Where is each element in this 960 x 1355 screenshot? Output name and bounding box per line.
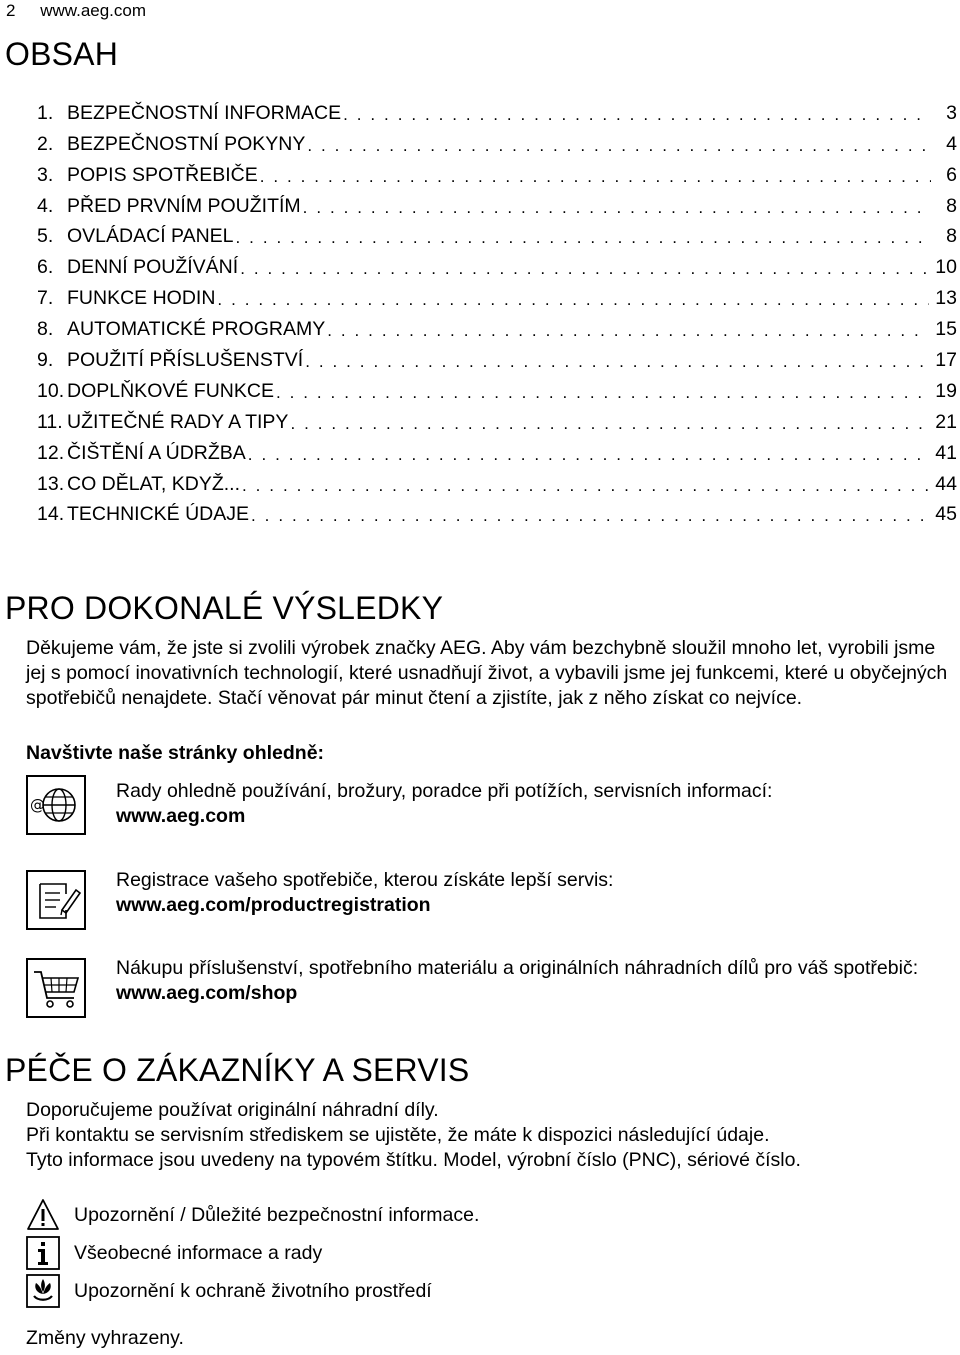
toc-item[interactable] xyxy=(37,465,957,496)
globe-at-icon xyxy=(26,775,86,835)
link-support xyxy=(116,779,772,829)
toc-leader-dots xyxy=(240,259,929,279)
toc-item-page: 4 xyxy=(946,132,957,155)
toc-item-title: DOPLŇKOVÉ FUNKCE xyxy=(67,379,274,402)
note-environment xyxy=(26,1274,432,1308)
toc-item-title: UŽITEČNÉ RADY A TIPY xyxy=(67,410,289,433)
toc-item-number: 4. xyxy=(37,194,54,217)
toc-item-number: 6. xyxy=(37,256,54,279)
toc-leader-dots xyxy=(327,321,929,341)
info-icon xyxy=(26,1236,60,1270)
toc-item-page: 44 xyxy=(935,472,957,495)
toc-item-page: 45 xyxy=(935,503,957,526)
service-line: Doporučujeme používat originální náhradní díly. xyxy=(26,1099,439,1121)
warning-triangle-icon xyxy=(26,1198,60,1232)
toc-item-number: 11. xyxy=(37,410,63,433)
toc-item-number: 13. xyxy=(37,472,65,495)
toc-item[interactable] xyxy=(37,156,957,187)
toc-heading: OBSAH xyxy=(5,36,119,72)
shopping-cart-icon xyxy=(26,958,86,1018)
toc-leader-dots xyxy=(217,290,929,310)
toc-item-title: DENNÍ POUŽÍVÁNÍ xyxy=(67,256,239,279)
toc-item-page: 41 xyxy=(935,441,957,464)
toc-item[interactable] xyxy=(37,248,957,279)
header-website: www.aeg.com xyxy=(40,1,147,20)
toc-item-title: FUNKCE HODIN xyxy=(67,287,216,310)
service-line: Tyto informace jsou uvedeny na typovém štítku. Model, výrobní číslo (PNC), sériové číslo. xyxy=(26,1149,801,1171)
toc-leader-dots xyxy=(236,228,931,248)
toc-item-number: 10. xyxy=(37,379,65,402)
toc-item-page: 15 xyxy=(935,318,957,341)
toc-leader-dots xyxy=(307,136,931,156)
link-shop-text: Nákupu příslušenství, spotřebního materiálu a originálních náhradních dílů pro váš spotřebič: xyxy=(116,957,919,979)
page-header xyxy=(6,0,146,22)
toc-item[interactable] xyxy=(37,341,957,372)
footer-text: Změny vyhrazeny. xyxy=(26,1327,184,1349)
toc-leader-dots xyxy=(343,105,931,125)
toc-item[interactable] xyxy=(37,403,957,434)
toc-leader-dots xyxy=(260,167,931,187)
toc-item-page: 10 xyxy=(935,256,957,279)
toc-leader-dots xyxy=(276,383,929,403)
toc-leader-dots xyxy=(290,414,929,434)
toc-item-page: 8 xyxy=(946,225,957,248)
toc-item[interactable] xyxy=(37,187,957,218)
toc-item[interactable] xyxy=(37,94,957,125)
link-shop xyxy=(116,956,936,1006)
toc-leader-dots xyxy=(242,476,929,496)
service-line: Při kontaktu se servisním střediskem se ujistěte, že máte k dispozici následující údaje. xyxy=(26,1124,770,1146)
toc-leader-dots xyxy=(305,352,929,372)
toc-leader-dots xyxy=(251,506,929,526)
toc-item-page: 19 xyxy=(935,379,957,402)
toc-item-number: 2. xyxy=(37,132,54,155)
toc-leader-dots xyxy=(303,198,931,218)
toc-item[interactable] xyxy=(37,496,957,527)
results-body: Děkujeme vám, že jste si zvolili výrobek značky AEG. Aby vám bezchybně sloužil mnoho let, vyrobili jsme jej s pomocí inovativních technologií, které usnadňují život, a vybavili jsme jej funkcemi, které u obyčejných spotřebičů nenajdete. Stačí věnovat pár minut čtení a zjistíte, jak z něho získat co nejvíce. xyxy=(26,637,948,709)
visit-label: Navštivte naše stránky ohledně: xyxy=(26,742,325,764)
toc-item-title: POPIS SPOTŘEBIČE xyxy=(67,163,258,186)
service-heading: PÉČE O ZÁKAZNÍKY A SERVIS xyxy=(5,1052,470,1088)
toc-item-title: BEZPEČNOSTNÍ POKYNY xyxy=(67,132,306,155)
toc-item-page: 13 xyxy=(935,287,957,310)
toc-item-page: 6 xyxy=(946,163,957,186)
note-warning xyxy=(26,1198,479,1232)
results-heading: PRO DOKONALÉ VÝSLEDKY xyxy=(5,590,444,626)
toc-item-page: 8 xyxy=(946,194,957,217)
toc-item-title: CO DĚLAT, KDYŽ... xyxy=(67,472,241,495)
toc-item-number: 8. xyxy=(37,318,54,341)
toc-item[interactable] xyxy=(37,218,957,249)
toc-item-number: 9. xyxy=(37,349,54,372)
page-number: 2 xyxy=(6,1,16,20)
toc-item-number: 5. xyxy=(37,225,54,248)
note-environment-text: Upozornění k ochraně životního prostředí xyxy=(74,1279,432,1302)
toc-item-title: ČIŠTĚNÍ A ÚDRŽBA xyxy=(67,441,246,464)
toc-item-number: 3. xyxy=(37,163,54,186)
link-shop-url[interactable]: www.aeg.com/shop xyxy=(116,982,298,1004)
link-support-url[interactable]: www.aeg.com xyxy=(116,805,246,827)
link-support-text: Rady ohledně používání, brožury, poradce při potížích, servisních informací: xyxy=(116,780,773,802)
link-registration-url[interactable]: www.aeg.com/productregistration xyxy=(116,894,431,916)
toc-item-title: POUŽITÍ PŘÍSLUŠENSTVÍ xyxy=(67,349,304,372)
toc-item-number: 1. xyxy=(37,101,54,124)
note-warning-text: Upozornění / Důležité bezpečnostní informace. xyxy=(74,1203,480,1226)
toc-item-title: PŘED PRVNÍM POUŽITÍM xyxy=(67,194,301,217)
note-info-text: Všeobecné informace a rady xyxy=(74,1241,323,1264)
toc-item[interactable] xyxy=(37,310,957,341)
toc-item-number: 12. xyxy=(37,441,65,464)
toc-item-page: 3 xyxy=(946,101,957,124)
svg-text:@: @ xyxy=(30,796,45,814)
toc-item[interactable] xyxy=(37,125,957,156)
toc-item[interactable] xyxy=(37,372,957,403)
toc-item[interactable] xyxy=(37,434,957,465)
toc-item-title: TECHNICKÉ ÚDAJE xyxy=(67,503,250,526)
link-registration-text: Registrace vašeho spotřebiče, kterou získáte lepší servis: xyxy=(116,869,614,891)
registration-note-icon xyxy=(26,870,86,930)
toc-item-number: 14. xyxy=(37,503,65,526)
toc-item-page: 17 xyxy=(935,349,957,372)
toc-item-title: BEZPEČNOSTNÍ INFORMACE xyxy=(67,101,342,124)
toc-leader-dots xyxy=(248,445,930,465)
toc-item-title: AUTOMATICKÉ PROGRAMY xyxy=(67,318,326,341)
note-info xyxy=(26,1236,322,1270)
toc-item[interactable] xyxy=(37,279,957,310)
toc-item-title: OVLÁDACÍ PANEL xyxy=(67,225,234,248)
toc-item-page: 21 xyxy=(935,410,957,433)
toc-item-number: 7. xyxy=(37,287,54,310)
environment-flower-icon xyxy=(26,1274,60,1308)
link-registration xyxy=(116,868,613,918)
table-of-contents xyxy=(37,94,957,526)
